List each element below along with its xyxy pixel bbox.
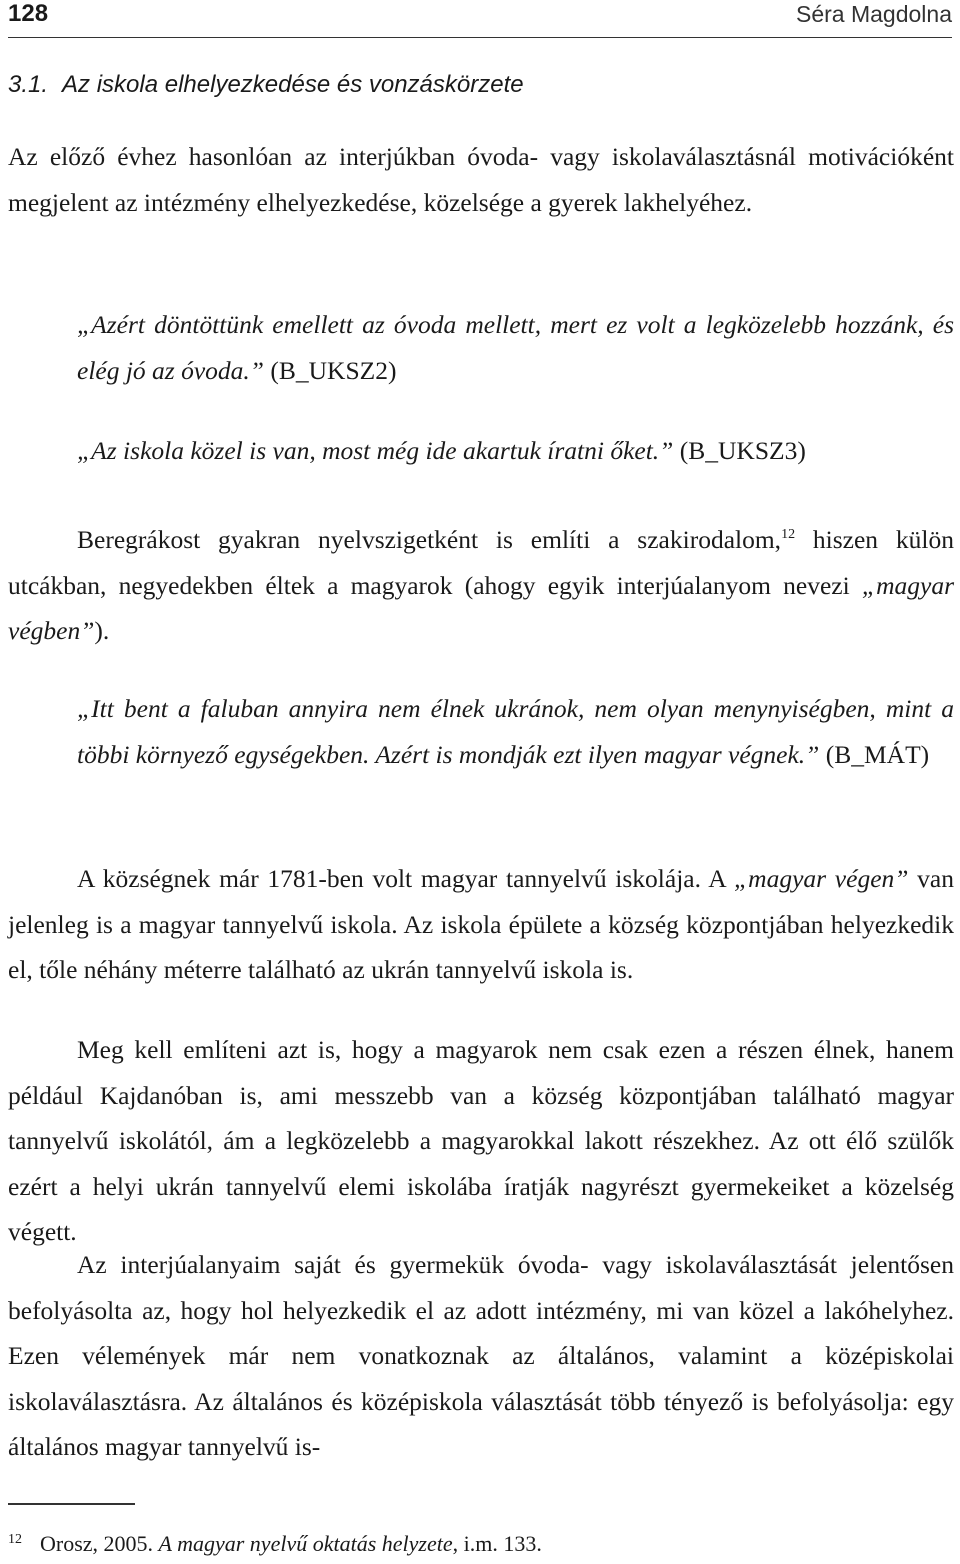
- section-title: Az iskola elhelyezkedése és vonzáskörzete: [62, 71, 524, 98]
- paragraph-language-island: [8, 517, 954, 654]
- interview-quote-1: [77, 302, 954, 393]
- interview-quote-2: [77, 428, 954, 474]
- quote-reference: (B_UKSZ2): [270, 355, 397, 385]
- footnote-12: [8, 1520, 542, 1564]
- quote-text: „Itt bent a faluban annyira nem élnek ukránok, nem olyan menynyiségben, mint a többi környező egységekben. Azért is mondják ezt ilyen magyar végnek.”: [77, 694, 954, 769]
- running-head-author: Séra Magdolna: [796, 1, 952, 27]
- paragraph-text: A községnek már 1781-ben volt magyar tannyelvű iskolája. A: [77, 864, 734, 893]
- footnote-mark: 12: [8, 1532, 22, 1547]
- header-rule: [8, 37, 952, 38]
- page-header: [8, 0, 952, 40]
- interview-quote-3: [77, 686, 954, 777]
- emphasis-text: „magyar végben”: [8, 570, 954, 645]
- paragraph-intro: Az előző évhez hasonlóan az interjúkban óvoda- vagy iskolaválasztásnál motivációként megjelent az intézmény elhelyezkedése, közelsége a gyerek lakhelyéhez.: [8, 142, 954, 217]
- emphasis-text: „magyar végen”: [734, 864, 909, 893]
- paragraph-school-history: [8, 856, 954, 993]
- paragraph-text: hiszen külön utcákban, negyedekben éltek a magyarok (ahogy egyik interjúalanyom nevezi: [8, 525, 954, 600]
- paragraph-kajdano: Meg kell említeni azt is, hogy a magyarok nem csak ezen a részen élnek, hanem például Kajdanóban is, ami messzebb van a község központjában található magyar tannyelvű iskolától, ám a legközelebb a magyarokkal lakott részekhez. Az ott élő szülők ezért a helyi ukrán tannyelvű elemi iskolába íratják nagyrészt gyermekeiket a közelség végett.: [8, 1035, 954, 1246]
- footnote-text: Orosz, 2005.: [40, 1531, 159, 1556]
- footnote-reference: 12: [781, 527, 796, 542]
- footnote-title: A magyar nyelvű oktatás helyzete: [158, 1531, 453, 1556]
- footnote-text: , i.m. 133.: [452, 1531, 542, 1556]
- section-number: 3.1.: [8, 71, 49, 98]
- paragraph-text: Beregrákost gyakran nyelvszigetként is említi a szakirodalom,: [77, 525, 782, 554]
- quote-text: „Az iskola közel is van, most még ide akartuk íratni őket.”: [77, 436, 674, 465]
- quote-reference: (B_MÁT): [825, 739, 930, 769]
- footnote-rule: [8, 1503, 135, 1505]
- section-heading: [8, 67, 524, 103]
- paragraph-summary: Az interjúalanyaim saját és gyermekük óvoda- vagy iskolaválasztását jelentősen befolyásolta az, hogy hol helyezkedik el az adott intézmény, mi van közel a lakóhelyhez. Ezen vélemények már nem vonatkoznak az általános, valamint a középiskolai iskolaválasztásra. Az általános és középiskola választását több tényező is befolyásolja: egy általános magyar tannyelvű is-: [8, 1250, 954, 1461]
- quote-text: „Azért döntöttünk emellett az óvoda mellett, mert ez volt a legközelebb hozzánk, és elég jó az óvoda.”: [77, 310, 954, 385]
- paragraph-text: van jelenleg is a magyar tannyelvű iskola. Az iskola épülete a község központjában helyezkedik el, tőle néhány méterre található az ukrán tannyelvű iskola is.: [8, 864, 954, 984]
- quote-reference: (B_UKSZ3): [679, 436, 806, 465]
- paragraph-text: ).: [94, 616, 110, 645]
- page-number: 128: [8, 0, 49, 27]
